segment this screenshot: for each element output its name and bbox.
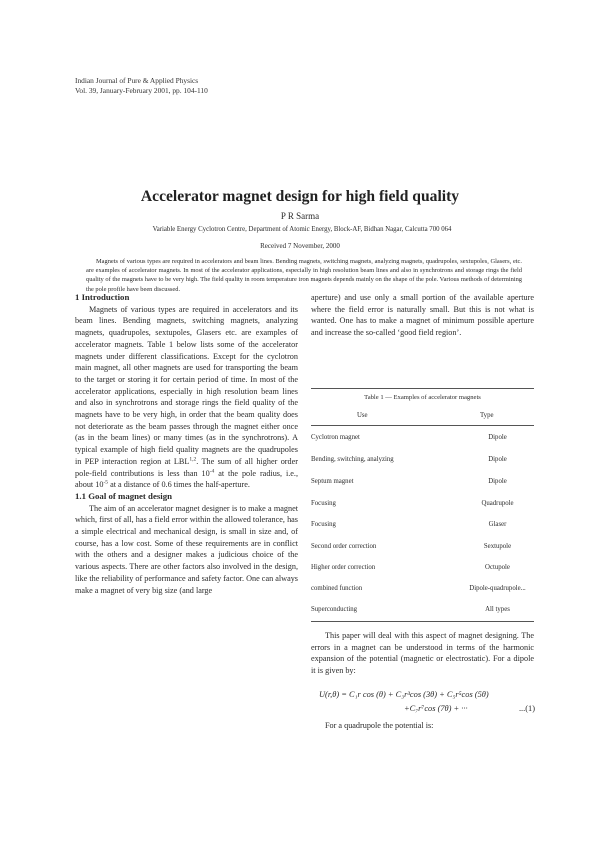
table-row	[311, 434, 534, 446]
table-row	[311, 606, 534, 618]
section-heading-introduction: 1 Introduction	[75, 292, 130, 302]
intro-text-4: at a distance of 0.6 times the half-aperture.	[108, 480, 250, 490]
table-cell-use: Cyclotron magnet	[311, 434, 360, 441]
table-header-rule	[311, 425, 534, 426]
table-cell-type: Glaser	[488, 521, 507, 528]
table-top-rule	[311, 388, 534, 389]
table-bottom-rule	[311, 621, 534, 622]
table-cell-use: Focusing	[311, 500, 336, 507]
table-cell-type: Dipole	[488, 456, 507, 463]
equation-number: ...(1)	[518, 704, 535, 713]
right-column-last	[311, 720, 534, 732]
table-header-type: Type	[480, 412, 494, 419]
section-heading-goal: 1.1 Goal of magnet design	[75, 490, 173, 501]
equation-line-2: +C₇r⁷cos (7θ) + ···	[404, 704, 468, 713]
table-row	[311, 564, 534, 576]
table-row	[311, 500, 534, 512]
table-cell-type: Dipole-quadrupole...	[469, 585, 526, 592]
intro-text-1: Magnets of various types are required in accelerators and its beam lines. Bending magnets, switching magnets, analyzing magnets, quadrupoles, sextupoles, Glasers etc. are examples of accelerator magnets. Table 1 below lists some of the accelerator magnets under different classifications. Except for the cyclotron main magnet, all other magnets are used for transporting the beam to the target or storing it for certain period of time. In most of the accelerator applications, especially in high resolution beam lines and also in synchrotrons and storage rings the field quality of the magnets have to be very high, in order that the beam quality does not deteriorate as the beam passes through the magnet either once (as in the beam lines) or many times (as in the synchrotrons). A typical example of high field quality magnets are the quadrupoles in PEP interaction region at LBL	[75, 304, 298, 466]
exponent: -5	[103, 479, 109, 486]
table-cell-type: All types	[485, 606, 510, 613]
right-column-bottom	[311, 630, 534, 677]
journal-name: Indian Journal of Pure & Applied Physics	[75, 76, 199, 85]
right-column-top	[311, 292, 534, 339]
table-cell-use: combined function	[311, 585, 363, 592]
abstract: Magnets of various types are required in accelerators and beam lines. Bending magnets, switching magnets, analyzing magnets, quadrupoles, sextupoles, Glasers, etc. are examples of accelerator magnets. In most of the accelerator applications, especially in high resolution beam lines and also in synchrotrons and storage rings the field quality of the magnets have to be very high. The field quality in room temperature iron magnets depends mainly on the shape of the pole. Various methods of determining the pole profile have been discussed.	[86, 258, 522, 293]
harmonic-paragraph: This paper will deal with this aspect of magnet designing. The errors in a magnet can be understood in terms of the harmonic expansion of the potential (magnetic or electrostatic). For a dipole it is given by:	[311, 631, 534, 676]
received-date: Received 7 November, 2000	[260, 242, 340, 250]
aperture-paragraph: aperture) and use only a small portion of the available aperture where the field error is naturally small. But this is not what is wanted. One has to make a magnet of minimum possible aperture and increase the so-called ‘good field region’.	[311, 293, 534, 338]
table-cell-type: Dipole	[488, 478, 507, 485]
equation-line-1: U(r,θ) = C₁r cos (θ) + C₃r³cos (3θ) + C₅r⁵cos (5θ)	[319, 690, 489, 699]
table-row	[311, 543, 534, 555]
intro-paragraph	[75, 304, 298, 491]
affiliation: Variable Energy Cyclotron Centre, Department of Atomic Energy, Block-AF, Bidhan Nagar, Calcutta 700 064	[152, 226, 452, 233]
journal-header	[75, 76, 208, 95]
journal-volume: Vol. 39, January-February 2001, pp. 104-110	[75, 85, 208, 95]
goal-paragraph: The aim of an accelerator magnet designer is to make a magnet which, first of all, has a field error within the allowed tolerance, has a simple electrical and mechanical design, is small in size and, of course, has a low cost. Some of these requirements are in conflict with the others and a designer makes a judicious choice of the various aspects. There are other factors also involved in the design, like the reliability of performance and safety factor. One can always make a magnet of very big size (and large	[75, 503, 298, 595]
quadrupole-paragraph: For a quadrupole the potential is:	[325, 721, 434, 730]
table-cell-use: Septum magnet	[311, 478, 354, 485]
table-cell-use: Bending, switching, analyzing	[311, 456, 394, 463]
table-cell-use: Second order correction	[311, 543, 377, 550]
table-cell-use: Higher order correction	[311, 564, 376, 571]
table-cell-type: Quadrupole	[481, 500, 514, 507]
left-column	[75, 292, 298, 596]
intro-text-3: at the pole radius, i.e., about 10	[75, 468, 298, 490]
table-cell-type: Octupole	[485, 564, 510, 571]
table-row	[311, 585, 534, 597]
table-cell-type: Sextupole	[483, 543, 512, 550]
table-cell-use: Superconducting	[311, 606, 358, 613]
table-caption: Table 1 — Examples of accelerator magnets	[364, 394, 481, 401]
table-row	[311, 478, 534, 490]
author: P R Sarma	[280, 211, 320, 221]
exponent: -4	[209, 467, 215, 474]
table-cell-type: Dipole	[488, 434, 507, 441]
table-row	[311, 521, 534, 533]
table-row	[311, 456, 534, 468]
paper-title: Accelerator magnet design for high field quality	[140, 188, 460, 205]
reference-marker: 1,2	[189, 456, 197, 463]
intro-text-2: . The sum of all higher order pole-field contributions is less than 10	[75, 456, 298, 478]
table-header-use: Use	[357, 412, 368, 419]
table-cell-use: Focusing	[311, 521, 336, 528]
